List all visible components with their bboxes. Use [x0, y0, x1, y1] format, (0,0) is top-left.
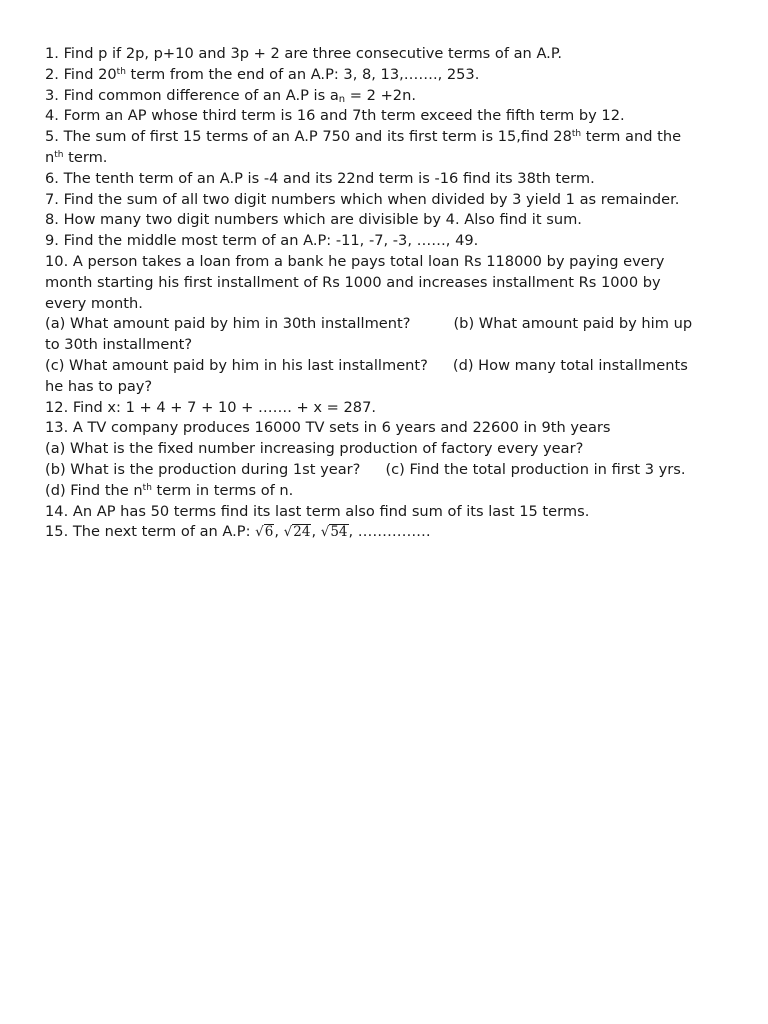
question-10-parts-ab — [45, 314, 725, 335]
question-12-text: 12. Find x: 1 + 4 + 7 + 10 + ……. + x = 287. — [45, 398, 376, 416]
question-12 — [45, 398, 725, 419]
question-5-text-mid: term and the — [581, 128, 682, 146]
radical-sign: √ — [255, 524, 264, 541]
question-10-part-a: (a) What amount paid by him in 30th installment? — [45, 315, 411, 333]
question-6 — [45, 169, 725, 190]
question-13-part-c-text: (c) Find the total production in first 3 yrs. — [385, 460, 686, 478]
question-10-part-b-line-2 — [45, 335, 725, 356]
question-7-text: 7. Find the sum of all two digit numbers which when divided by 3 yield 1 as remainder. — [45, 190, 680, 208]
question-10-text-1: 10. A person takes a loan from a bank he pays total loan Rs 118000 by paying every — [45, 252, 665, 270]
question-3-subscript: n — [338, 93, 346, 105]
question-5-line-2 — [45, 148, 725, 169]
question-15 — [45, 522, 725, 543]
question-15-text-end: , …………… — [348, 523, 431, 541]
term-separator-2: , — [311, 523, 321, 541]
question-13-part-d-superscript: th — [142, 482, 152, 493]
question-3-text-start: 3. Find common difference of an A.P is a — [45, 86, 339, 104]
question-2-superscript: th — [116, 66, 126, 77]
question-5-line-2-start: n — [45, 148, 55, 166]
question-14-text: 14. An AP has 50 terms find its last term also find sum of its last 15 terms. — [45, 502, 590, 520]
question-1 — [45, 44, 725, 65]
question-2-text-start: 2. Find 20 — [45, 65, 117, 83]
question-13-part-d-start: (d) Find the n — [45, 481, 143, 499]
question-9 — [45, 231, 725, 252]
question-4 — [45, 106, 725, 127]
question-3-text-end: = 2 +2n. — [345, 86, 416, 104]
question-10-part-d-start: (d) How many total installments — [452, 356, 688, 374]
radicand-1: 6 — [264, 524, 274, 541]
sqrt-term-3 — [321, 522, 349, 543]
question-3 — [45, 86, 725, 107]
sqrt-term-2 — [284, 522, 312, 543]
question-10-line-1 — [45, 252, 725, 273]
question-13-parts-bc — [45, 460, 725, 481]
question-10-line-3 — [45, 294, 725, 315]
term-separator-1: , — [274, 523, 284, 541]
question-8-text: 8. How many two digit numbers which are divisible by 4. Also find it sum. — [45, 211, 582, 229]
radical-sign: √ — [320, 524, 330, 541]
question-5-line-1 — [45, 127, 725, 148]
question-5-text-start: 5. The sum of first 15 terms of an A.P 750 and its first term is 15,find 28 — [45, 128, 572, 146]
question-13-part-a-text: (a) What is the fixed number increasing production of factory every year? — [45, 440, 584, 458]
question-15-text-start: 15. The next term of an A.P: — [45, 523, 256, 541]
question-10-text-3: every month. — [45, 294, 143, 312]
question-4-text: 4. Form an AP whose third term is 16 and 7th term exceed the fifth term by 12. — [45, 107, 625, 125]
question-10-part-d-line-2 — [45, 377, 725, 398]
question-10-part-d-end: he has to pay? — [45, 377, 153, 395]
question-9-text: 9. Find the middle most term of an A.P: -11, -7, -3, ……, 49. — [45, 232, 479, 250]
worksheet-page — [45, 44, 725, 543]
question-8 — [45, 210, 725, 231]
radicand-2: 24 — [293, 524, 311, 541]
question-10-line-2 — [45, 273, 725, 294]
question-7 — [45, 190, 725, 211]
question-10-part-b-start: (b) What amount paid by him up — [453, 315, 693, 333]
question-13-text: 13. A TV company produces 16000 TV sets in 6 years and 22600 in 9th years — [45, 419, 611, 437]
question-2-text-end: term from the end of an A.P: 3, 8, 13,……., 253. — [125, 65, 480, 83]
question-10-part-b-end: to 30th installment? — [45, 336, 193, 354]
question-13-part-d-end: term in terms of n. — [151, 481, 294, 499]
question-5-superscript: th — [571, 129, 582, 140]
question-5-line-2-superscript: th — [54, 149, 64, 160]
question-10-text-2: month starting his first installment of Rs 1000 and increases installment Rs 1000 by — [45, 273, 661, 291]
radical-sign: √ — [283, 524, 293, 541]
question-5-line-2-end: term. — [63, 148, 108, 166]
question-13 — [45, 418, 725, 439]
question-2 — [45, 65, 725, 86]
question-13-part-a — [45, 439, 725, 460]
question-10-part-c: (c) What amount paid by him in his last installment? — [45, 356, 428, 374]
question-13-part-b-text: (b) What is the production during 1st year? — [45, 460, 361, 478]
question-14 — [45, 502, 725, 523]
question-10-parts-cd — [45, 356, 725, 377]
question-6-text: 6. The tenth term of an A.P is -4 and its 22nd term is -16 find its 38th term. — [45, 169, 595, 187]
radicand-3: 54 — [330, 524, 348, 541]
question-1-text: 1. Find p if 2p, p+10 and 3p + 2 are three consecutive terms of an A.P. — [45, 45, 562, 62]
sqrt-term-1 — [255, 522, 274, 543]
question-13-part-d — [45, 481, 725, 502]
